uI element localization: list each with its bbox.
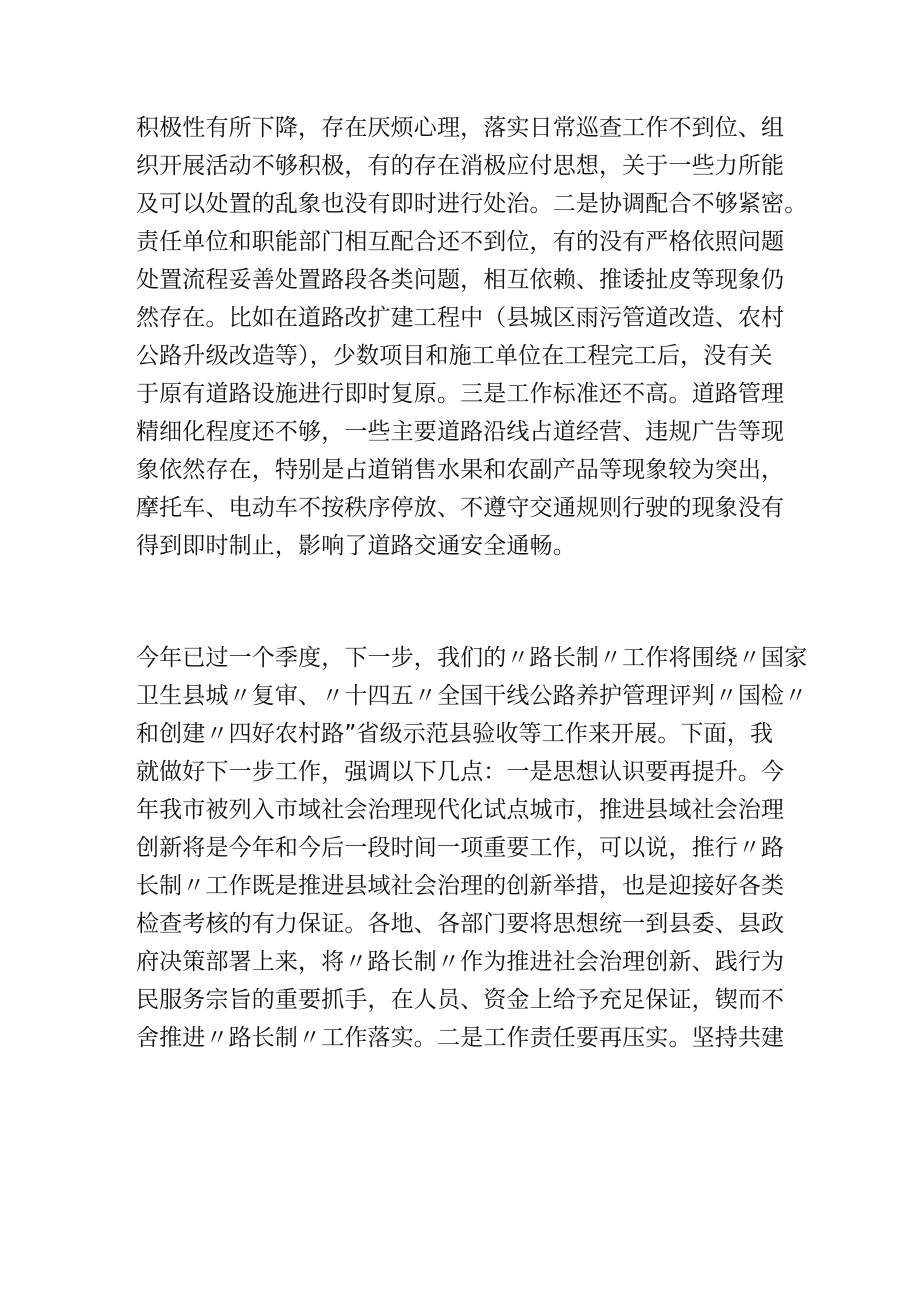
paragraph-1-line-12: 得到即时制止，影响了道路交通安全通畅。 [136,533,576,559]
paragraph-1-line-7: 公路升级改造等），少数项目和施工单位在工程完工后，没有关 [136,343,773,369]
paragraph-1-line-9: 精细化程度还不够，一些主要道路沿线占道经营、违规广告等现 [136,419,785,445]
paragraph-2-line-1: 今年已过一个季度，下一步，我们的〃路长制〃工作将围绕〃国家 [136,645,808,671]
paragraph-2-line-10: 民服务宗旨的重要抓手，在人员、资金上给予充足保证，锲而不 [136,987,785,1013]
paragraph-1-line-6: 然存在。比如在道路改扩建工程中（县城区雨污管道改造、农村 [136,305,785,331]
paragraph-2-line-2: 卫生县城〃复审、〃十四五〃全国干线公路养护管理评判〃国检〃 [136,683,808,709]
paragraph-1-line-1: 积极性有所下降，存在厌烦心理，落实日常巡查工作不到位、组 [136,115,785,141]
paragraph-1-line-8: 于原有道路设施进行即时复原。三是工作标准还不高。道路管理 [136,381,785,407]
paragraph-1-line-2: 织开展活动不够积极，有的存在消极应付思想，关于一些力所能 [136,153,785,179]
paragraph-2-line-8: 检查考核的有力保证。各地、各部门要将思想统一到县委、县政 [136,911,785,937]
paragraph-2-line-3: 和创建〃四好农村路”省级示范县验收等工作来开展。下面，我 [136,721,774,747]
paragraph-2-line-9: 府决策部署上来，将〃路长制〃作为推进社会治理创新、践行为 [136,949,785,975]
paragraph-1-line-3: 及可以处置的乱象也没有即时进行处治。二是协调配合不够紧密。 [136,191,808,217]
paragraph-2-line-5: 年我市被列入市域社会治理现代化试点城市，推进县域社会治理 [136,797,785,823]
paragraph-1-line-11: 摩托车、电动车不按秩序停放、不遵守交通规则行驶的现象没有 [136,495,785,521]
paragraph-2-line-7: 长制〃工作既是推进县域社会治理的创新举措，也是迎接好各类 [136,873,785,899]
paragraph-2-line-11: 舍推进〃路长制〃工作落实。二是工作责任要再压实。坚持共建 [136,1025,785,1051]
paragraph-1-line-4: 责任单位和职能部门相互配合还不到位，有的没有严格依照问题 [136,229,785,255]
paragraph-2-line-6: 创新将是今年和今后一段时间一项重要工作，可以说，推行〃路 [136,835,785,861]
paragraph-1-line-10: 象依然存在，特别是占道销售水果和农副产品等现象较为突出， [136,457,785,483]
paragraph-1-line-5: 处置流程妥善处置路段各类问题，相互依赖、推诿扯皮等现象仍 [136,267,785,293]
paragraph-2-line-4: 就做好下一步工作，强调以下几点：一是思想认识要再提升。今 [136,759,785,785]
